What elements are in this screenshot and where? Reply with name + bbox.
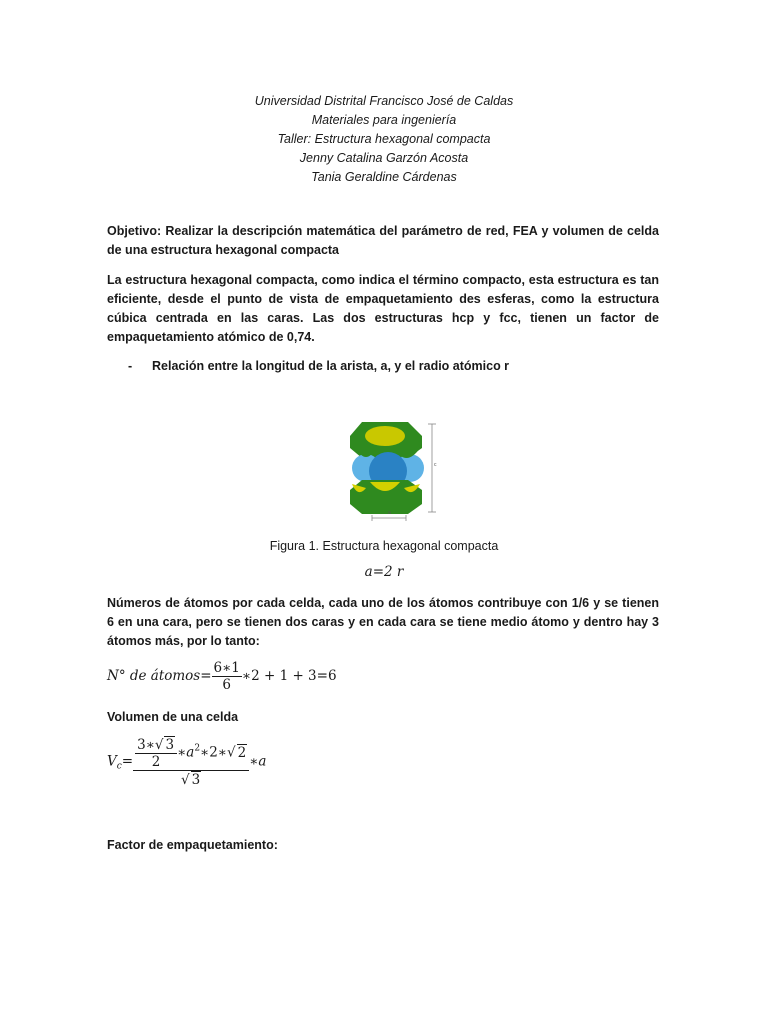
eq-atoms-denominator: 6 bbox=[222, 677, 232, 693]
atoms-paragraph: Números de átomos por cada celda, cada uno de los átomos contribuye con 1/6 y se tienen 6 en una cara, pero se tienen dos caras y en cada cara se tiene medio átomo y dentro hay 3 átomos más, por lo tanto: bbox=[107, 596, 659, 648]
workshop-title: Taller: Estructura hexagonal compacta bbox=[277, 132, 491, 146]
eq-volume-outer-denominator: √ 3 bbox=[181, 772, 201, 788]
eq-atoms-numerator: 6∗1 bbox=[213, 660, 240, 676]
label-a: a bbox=[388, 510, 391, 516]
course-name: Materiales para ingeniería bbox=[311, 113, 457, 127]
author-name: Tania Geraldine Cárdenas bbox=[311, 170, 457, 184]
eq-volume-outer-numerator: $\frac{3∗√ 3}{2}$ $∗a^2∗2∗√$ 2 bbox=[133, 736, 249, 771]
eq-atoms-fraction bbox=[212, 660, 242, 693]
packing-heading: Factor de empaquetamiento: bbox=[107, 838, 278, 852]
bullet-item bbox=[128, 357, 509, 376]
volume-heading: Volumen de una celda bbox=[107, 710, 239, 724]
eq-volume-superscript: 2 bbox=[194, 743, 201, 754]
eq-atoms-lhs: N° de átomos= bbox=[107, 668, 212, 684]
equation-a-2r: a=2 r bbox=[364, 564, 404, 580]
eq-volume-outer-fraction bbox=[133, 736, 249, 788]
eq-volume-radicand-3: 3 bbox=[165, 737, 175, 753]
document-header bbox=[0, 92, 768, 187]
eq-volume-inner-denominator: 2 bbox=[151, 754, 161, 770]
top-yellow-atom bbox=[365, 426, 405, 446]
objective-paragraph: Objetivo: Realizar la descripción matemática del parámetro de red, FEA y volumen de celda de una estructura hexagonal compacta bbox=[107, 224, 659, 257]
bullet-text: Relación entre la longitud de la arista, a, y el radio atómico r bbox=[152, 359, 510, 373]
figure-caption: Figura 1. Estructura hexagonal compacta bbox=[269, 539, 499, 553]
university-name: Universidad Distrital Francisco José de Caldas bbox=[254, 94, 514, 108]
equation-volume bbox=[107, 736, 266, 798]
equation-atoms bbox=[107, 660, 337, 696]
label-c: c bbox=[434, 462, 437, 468]
eq-volume-v: V bbox=[107, 753, 117, 770]
hcp-structure-image bbox=[330, 414, 440, 524]
eq-volume-subscript: c bbox=[116, 761, 122, 772]
eq-volume-inner-fraction bbox=[135, 736, 177, 770]
eq-volume-radicand-2: 2 bbox=[237, 744, 247, 761]
eq-volume-inner-numerator: 3∗√ 3 bbox=[135, 736, 177, 754]
eq-volume-equals: = bbox=[121, 753, 134, 770]
eq-volume-mid-a: ∗a bbox=[177, 744, 195, 761]
eq-volume-tail: ∗a bbox=[249, 753, 267, 770]
eq-atoms-rest: ∗2 + 1 + 3=6 bbox=[241, 668, 337, 684]
author-name: Jenny Catalina Garzón Acosta bbox=[299, 151, 469, 165]
intro-paragraph: La estructura hexagonal compacta, como indica el término compacto, esta estructura es tan eficiente, desde el punto de vista de empaquetamiento des esferas, como la estructura cúbica centrada en las caras. Las dos estructuras hcp y fcc, tienen un factor de empaquetamiento atómico de 0,74. bbox=[107, 273, 659, 344]
bullet-dash: - bbox=[128, 359, 133, 373]
eq-volume-den-radicand: 3 bbox=[191, 772, 201, 788]
eq-volume-mid-b: ∗2∗ bbox=[200, 744, 227, 761]
eq-volume-three: 3∗ bbox=[137, 737, 155, 753]
hcp-figure bbox=[330, 414, 440, 524]
